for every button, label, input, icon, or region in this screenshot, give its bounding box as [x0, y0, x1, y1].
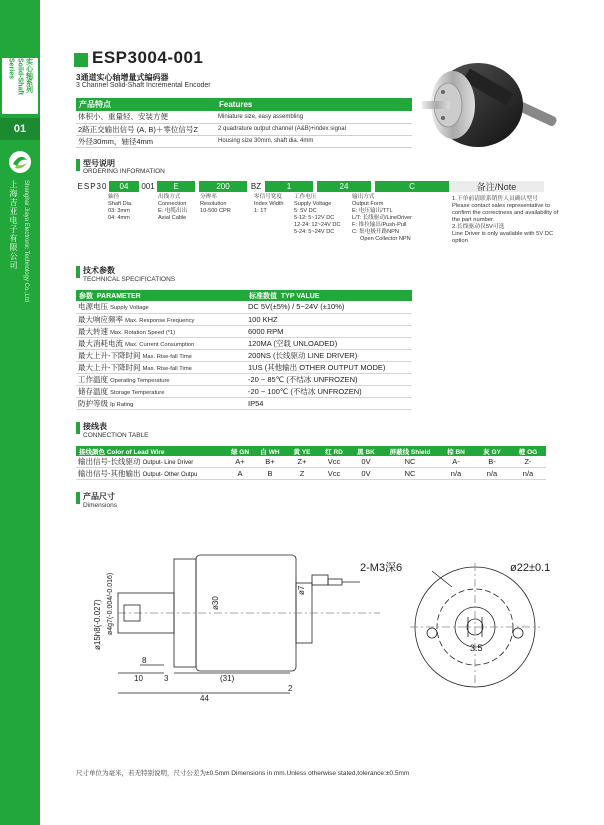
table-row: 工作温度 Operating Temperature -20 ~ 85℃ (不结冰 UNFROZEN) — [76, 373, 412, 385]
dimension-drawing — [80, 535, 580, 715]
dim-label: 44 — [200, 694, 209, 703]
table-row: 最大上升-下降时间 Max. Rise-fall Time 1US (其他输出 OTHER OUTPUT MODE) — [76, 361, 412, 373]
title-marker — [74, 53, 88, 67]
feature-en: Miniature size, easy assembling — [216, 111, 412, 123]
connection-title-zh: 接线表 — [83, 422, 107, 431]
ordering-desc-shaft: 轴径 Shaft Dia. 03: 3mm 04: 4mm — [108, 194, 133, 221]
table-row: 最大消耗电流 Max. Current Consumption 120MA (空载 UNLOADED) — [76, 337, 412, 349]
cable-gland — [312, 575, 328, 585]
features-table — [76, 98, 412, 148]
code-segment: C — [375, 181, 449, 192]
ordering-notes: 1.下单前请联系销售人员确认型号 Please contact sales representative to confirm the correctness and availability of the part number. 2.长线驱动仅5V可选 Line Driver is only available with 5V DC option — [452, 196, 559, 244]
dim-label: 2-M3深6 — [360, 562, 403, 574]
dimensions-title-zh: 产品尺寸 — [83, 492, 115, 501]
subtitle-en: 3 Channel Solid-Shaft Incremental Encoder — [76, 82, 211, 89]
company-logo-icon — [8, 150, 32, 174]
code-prefix: ESP30 — [77, 182, 108, 191]
specs-header-value: 标准数值 TYP VALUE — [246, 290, 412, 301]
dim-label: ø15h8(-0.027) — [93, 599, 102, 650]
table-row — [76, 111, 412, 123]
ordering-title-zh: 型号说明 — [83, 159, 115, 168]
connection-title-en: CONNECTION TABLE — [83, 432, 149, 439]
screw-hole — [513, 628, 523, 638]
feature-en: Housing size 30mm, shaft dia. 4mm — [216, 135, 412, 147]
ordering-code-row — [76, 181, 546, 192]
ordering-desc-output: 输出方式 Output Form E: 电压输出/TTL L/T: 长线驱动/LineDriver F: 推拉输出/Push-Pull C: 集电极开路NPN Open Collector NPN — [352, 194, 412, 242]
note-header: 备注/Note — [449, 181, 544, 192]
dim-label: 3 — [164, 674, 169, 683]
table-row: 最大上升-下降时间 Max. Rise-fall Time 200NS (长线驱动 LINE DRIVER) — [76, 349, 412, 361]
dim-label: (31) — [220, 674, 235, 683]
section-marker — [76, 422, 80, 434]
table-row — [76, 123, 412, 135]
specs-title-zh: 技术参数 — [83, 266, 115, 275]
specs-title-en: TECHNICAL SPECIFICATIONS — [83, 276, 176, 283]
dim-label: ø22±0.1 — [510, 562, 551, 574]
dim-label: ø30 — [211, 596, 220, 610]
section-marker — [76, 492, 80, 504]
ordering-desc-voltage: 工作电压 Supply Voltage 5: 5V DC 5-12: 5~12V DC 12-24: 12~24V DC 5-24: 5~24V DC — [294, 194, 341, 235]
table-row: 输出信号-其他输出 Output- Other Outpu A B Z Vcc 0V NC n/a n/a n/a — [76, 468, 546, 480]
code-segment: 200 — [199, 181, 247, 192]
page-title: ESP3004-001 — [92, 48, 204, 67]
sidebar-series-title: 实心轴系列 Solid-Shaft Series — [2, 58, 38, 114]
code-segment: BZ — [250, 182, 262, 191]
table-row: 防护等级 Ip Rating IP54 — [76, 397, 412, 409]
dim-label: 2 — [288, 684, 293, 693]
company-name-zh: 上海吉亚电子有限公司 — [9, 180, 18, 270]
table-row: 电源电压 Supply Voltage DC 5V(±5%) / 5~24V (±10%) — [76, 301, 412, 313]
ordering-desc-resolution: 分辨率 Resolution 10-500 CPR — [200, 194, 231, 214]
connection-table: 接线颜色 Color of Lead Wire 绿 GN 白 WH 黄 YE 红 RD 黑 BK 屏蔽线 Shield 棕 BN 灰 GY 橙 OG 输出信号-长线驱动 Output- Line Driver A+ B+ Z+ Vcc 0V NC A- B- Z- 输出信号-其他输出 Output- Other Outpu A B Z Vcc 0V NC n/a n/a n/a — [76, 446, 546, 480]
features-header-zh: 产品特点 — [76, 98, 216, 111]
footer-note: 尺寸单位为毫米，若无特别说明，尺寸公差为±0.5mm Dimensions in mm.Unless otherwise stated,tolerance:±0.5mm — [76, 770, 410, 777]
table-row: 输出信号-长线驱动 Output- Line Driver A+ B+ Z+ Vcc 0V NC A- B- Z- — [76, 456, 546, 468]
dim-label: 10 — [134, 674, 143, 683]
ordering-title-en: ORDERING INFORMATION — [83, 168, 165, 175]
code-segment: E — [157, 181, 195, 192]
feature-zh: 体积小、重量轻、安装方便 — [76, 111, 216, 123]
specs-header-param: 参数 PARAMETER — [76, 290, 246, 301]
dim-label: ø7 — [297, 585, 306, 595]
ordering-desc-connection: 出线方式 Connection E: 电缆出出 Axial Cable — [158, 194, 188, 221]
table-row: 储存温度 Storage Temperature -20 ~ 100℃ (不结冰 UNFROZEN) — [76, 385, 412, 397]
code-segment: 24 — [317, 181, 371, 192]
code-segment: 001 — [141, 182, 155, 191]
page-number: 01 — [0, 118, 40, 140]
section-marker — [76, 159, 80, 171]
dim-label: 3.5 — [470, 643, 483, 653]
screw-hole — [427, 628, 437, 638]
specs-table — [76, 290, 412, 410]
code-segment: 04 — [109, 181, 139, 192]
dimensions-title-en: Dimensions — [83, 502, 117, 509]
company-name-en: Shanghai Jiaya Electronic Technology Co.,Ltd — [23, 180, 29, 302]
feature-en: 2 quadrature output channel (A&B)+index signal — [216, 123, 412, 135]
ordering-desc-index: 零信号宽度 Index Width 1: 1T — [254, 194, 284, 214]
table-row: 最大响应频率 Max. Response Frequency 100 KHZ — [76, 313, 412, 325]
subtitle-zh: 3通道实心轴增量式编码器 — [76, 73, 169, 82]
feature-zh: 外径30mm，轴径4mm — [76, 135, 216, 147]
dim-label: 8 — [142, 656, 147, 665]
dim-label: ø4g7(-0.004/-0.016) — [107, 572, 114, 635]
encoder-photo — [418, 50, 568, 160]
table-row — [76, 135, 412, 147]
features-header-en: Features — [216, 98, 412, 111]
feature-zh: 2路正交输出信号 (A, B)＋零位信号Z — [76, 123, 216, 135]
table-row: 最大转速 Max. Rotation Speed (*1) 6000 RPM — [76, 325, 412, 337]
code-segment: 1 — [265, 181, 313, 192]
section-marker — [76, 266, 80, 278]
